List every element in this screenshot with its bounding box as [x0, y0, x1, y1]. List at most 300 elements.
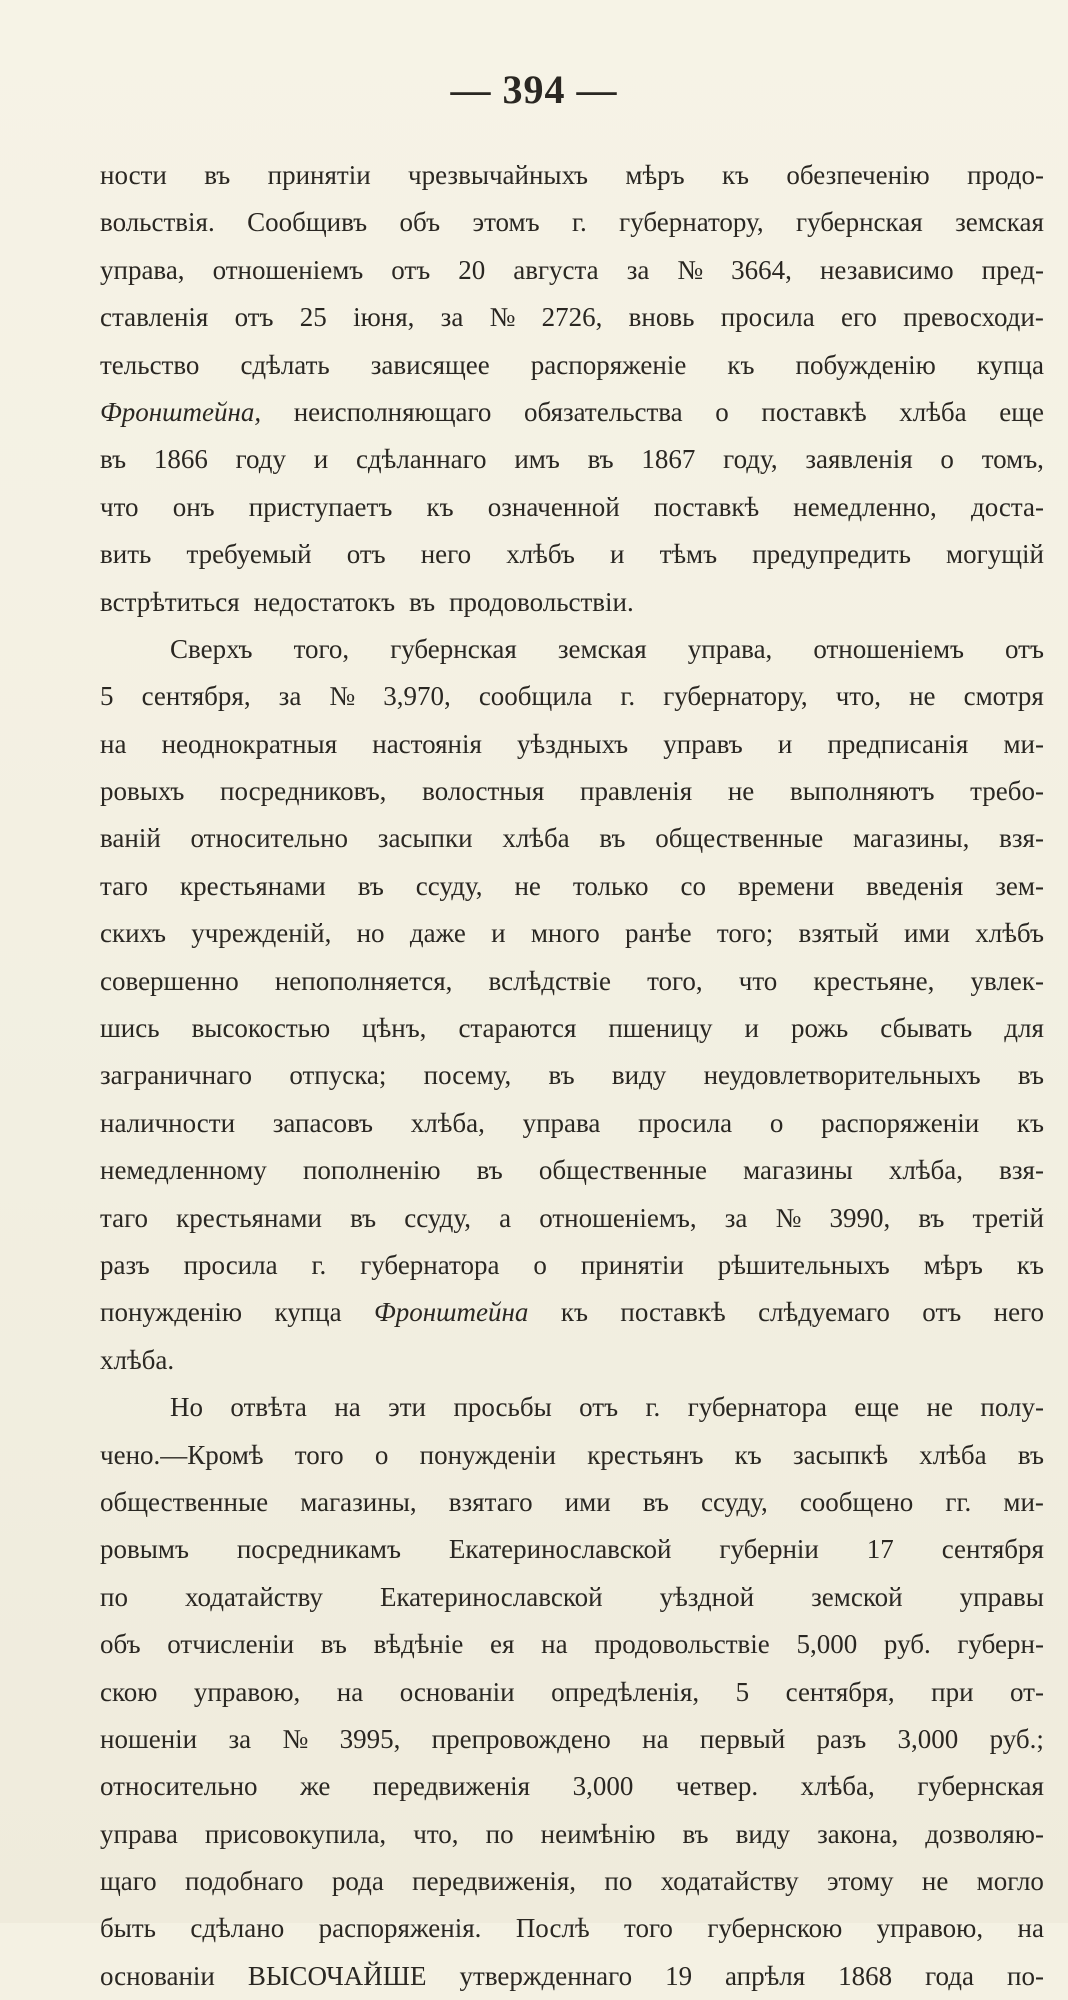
text-line — [100, 1384, 1044, 1431]
text-line — [100, 1526, 1044, 1573]
word: времени — [737, 870, 835, 901]
word: управою, — [193, 1676, 301, 1707]
text-line — [100, 1242, 1044, 1289]
word: 17 — [866, 1534, 894, 1565]
word: смотря — [963, 681, 1044, 712]
word: № — [489, 302, 516, 333]
word: этому — [826, 1866, 894, 1897]
word: рожь — [790, 1013, 849, 1044]
word: при — [931, 1676, 974, 1707]
word: губернская — [390, 633, 517, 664]
word: продо- — [967, 160, 1044, 190]
word: губернскою — [707, 1913, 843, 1944]
word: хлѣбъ — [975, 918, 1044, 949]
word: на — [642, 1723, 669, 1754]
word: управъ — [663, 728, 743, 759]
word: 20 — [458, 254, 486, 285]
word: № — [677, 254, 704, 285]
word: хлѣба — [899, 396, 967, 427]
word: быть — [100, 1913, 156, 1944]
text-line — [100, 294, 1044, 341]
word: что, — [413, 1818, 459, 1849]
word: опредѣленія, — [551, 1676, 700, 1707]
word: ВЫСОЧАЙШЕ — [247, 1960, 427, 1991]
word: неисполняющаго — [293, 396, 492, 427]
word: и — [491, 918, 506, 949]
word: не — [909, 681, 936, 712]
word: сообщено — [799, 1486, 914, 1517]
word: № — [775, 1202, 802, 1233]
word: доста- — [970, 491, 1044, 522]
word: вить — [100, 539, 152, 570]
word: ношеніи — [100, 1723, 198, 1754]
word: году, — [723, 444, 778, 475]
word: Екатеринославской — [379, 1581, 603, 1612]
word: къ — [560, 1297, 588, 1328]
word: гг. — [945, 1486, 972, 1517]
word: понужденіи — [419, 1439, 556, 1470]
word: отъ — [922, 1297, 962, 1328]
word: вслѣдствіе — [488, 965, 611, 996]
word: земской — [811, 1581, 903, 1612]
word: рода — [331, 1866, 384, 1897]
word: встрѣтиться — [100, 586, 240, 617]
word: сдѣлано — [190, 1913, 285, 1944]
word: 1866 — [153, 444, 208, 475]
word: хлѣба — [919, 1439, 987, 1470]
word: ранѣе — [625, 918, 692, 949]
word: обезпеченію — [786, 160, 930, 190]
word: взятаго — [448, 1486, 533, 1517]
text-line — [100, 1479, 1044, 1526]
word: вновь — [628, 302, 695, 333]
word: что — [100, 491, 139, 522]
word: и — [744, 1013, 759, 1044]
word: руб. — [883, 1629, 931, 1660]
word: присовокупила, — [204, 1818, 387, 1849]
text-line — [100, 199, 1044, 246]
word: о — [715, 396, 729, 427]
word: не — [926, 1392, 953, 1423]
text-line — [100, 721, 1044, 768]
word: что, — [835, 681, 881, 712]
word: общественные — [538, 1155, 707, 1186]
word: ми- — [1003, 728, 1044, 759]
word: уѣздной — [659, 1581, 755, 1612]
word: крестьянами — [176, 1202, 322, 1233]
word: много — [530, 918, 600, 949]
word: объ — [100, 1629, 141, 1660]
word: въ — [587, 444, 614, 475]
word: взя- — [999, 823, 1044, 854]
text-line — [100, 1005, 1044, 1052]
word: 5 — [100, 681, 114, 712]
word: и — [313, 444, 329, 475]
word: губернская — [917, 1771, 1044, 1802]
word: въ — [357, 870, 384, 901]
word: не — [727, 776, 755, 807]
word: г. — [645, 1392, 661, 1423]
word: могущій — [946, 539, 1044, 570]
word: тельство — [100, 349, 200, 380]
word: управа — [100, 1818, 178, 1849]
word: немедленно, — [793, 491, 937, 522]
word: передвиженія, — [412, 1866, 577, 1897]
word: взя- — [999, 1155, 1044, 1186]
word: губернатора — [687, 1392, 827, 1423]
word: предписанія — [827, 728, 969, 759]
text-line — [100, 1953, 1044, 2000]
word: но — [356, 918, 385, 949]
word: того, — [293, 633, 350, 664]
word: ими — [904, 918, 950, 949]
text-line — [100, 910, 1044, 957]
word: обязательства — [524, 396, 683, 427]
word: принятіи — [267, 160, 371, 190]
word: еще — [854, 1392, 900, 1423]
word: управы — [959, 1581, 1044, 1612]
word: непополняется, — [274, 965, 453, 996]
word: года — [925, 1960, 975, 1991]
word: распоряженіи — [821, 1107, 980, 1138]
word: ссуду, — [701, 1486, 768, 1517]
word: губернатору, — [619, 207, 764, 238]
word: руб.; — [989, 1723, 1044, 1754]
word: того, — [647, 965, 703, 996]
word: по- — [1007, 1960, 1044, 1991]
word: рѣшительныхъ — [717, 1249, 890, 1280]
text-line — [100, 958, 1044, 1005]
text-line — [100, 389, 1044, 436]
word: него — [993, 1297, 1044, 1328]
word: о — [374, 1439, 389, 1470]
word: отъ — [346, 539, 386, 570]
word: Сверхъ — [170, 633, 253, 664]
word: него — [420, 539, 472, 570]
word: о — [533, 1249, 547, 1280]
word: мѣръ — [625, 160, 685, 190]
word: въ — [918, 1202, 945, 1233]
word: крестьяне, — [813, 965, 935, 996]
word: утвержденнаго — [459, 1960, 633, 1991]
text-line — [100, 673, 1044, 720]
word: требуемый — [186, 539, 312, 570]
word: его — [841, 302, 877, 333]
word: просила — [638, 1107, 733, 1138]
text-line — [100, 1905, 1044, 1952]
word: отъ — [234, 302, 274, 333]
text-line — [100, 1763, 1044, 1810]
word: хлѣба, — [888, 1155, 963, 1186]
word: августа — [513, 254, 599, 285]
word: ровымъ — [100, 1534, 189, 1565]
word: чено.—Кромѣ — [100, 1439, 264, 1470]
word: правленія — [580, 776, 693, 807]
word: сентября, — [141, 681, 251, 712]
word: просила — [183, 1249, 278, 1280]
word: отъ — [1005, 633, 1044, 664]
word: о — [940, 444, 954, 475]
word: неоднократныя — [161, 728, 338, 759]
word: г. — [620, 681, 636, 712]
word: цѣнъ, — [362, 1013, 427, 1044]
text-line — [100, 1052, 1044, 1099]
word: основаніи — [399, 1676, 515, 1707]
word: вѣдѣніе — [373, 1629, 464, 1660]
word: губернатора — [360, 1249, 500, 1280]
word: ровыхъ — [100, 776, 185, 807]
word: шись — [100, 1013, 160, 1044]
word: году — [235, 444, 286, 475]
word: со — [680, 870, 706, 901]
word: щаго — [100, 1866, 157, 1897]
word: въ — [642, 1486, 669, 1517]
word: того — [294, 1439, 344, 1470]
text-line — [100, 1337, 1044, 1384]
word: уѣздныхъ — [517, 728, 629, 759]
word: ми- — [1003, 1486, 1044, 1517]
text-line — [100, 342, 1044, 389]
word: пополненію — [302, 1155, 441, 1186]
word: и — [777, 728, 793, 759]
word: волостныя — [422, 776, 545, 807]
word: за — [626, 254, 650, 285]
word: поставкѣ — [653, 491, 760, 522]
text-line — [100, 152, 1044, 199]
word: хлѣбъ — [506, 539, 575, 570]
word: превосходи- — [903, 302, 1044, 333]
text-line — [100, 247, 1044, 294]
word: посредниковъ, — [220, 776, 387, 807]
word: въ — [548, 1060, 575, 1091]
word: того — [624, 1913, 673, 1944]
word: Екатеринославской — [448, 1534, 672, 1565]
word: въ — [204, 160, 231, 190]
word: относительно — [190, 823, 349, 854]
text-line — [100, 1858, 1044, 1905]
word: неудовлетворительныхъ — [703, 1060, 981, 1091]
word: могло — [976, 1866, 1044, 1897]
word: поставкѣ — [620, 1297, 726, 1328]
word: 3664, — [731, 254, 792, 285]
word: магазины, — [300, 1486, 417, 1517]
word: къ — [727, 349, 755, 380]
word: въ — [350, 1202, 377, 1233]
text-line — [100, 1195, 1044, 1242]
word: по — [100, 1581, 128, 1612]
word: сбывать — [880, 1013, 973, 1044]
word: о — [769, 1107, 784, 1138]
word: еще — [999, 396, 1044, 427]
word: на — [100, 728, 127, 759]
word: 3995, — [339, 1723, 401, 1754]
word: полу- — [980, 1392, 1044, 1423]
word: для — [1004, 1013, 1044, 1044]
word: земская — [557, 633, 647, 664]
word: немедленному — [100, 1155, 267, 1186]
word: виду — [735, 1818, 791, 1849]
word: препровождено — [431, 1723, 611, 1754]
word: 5 — [735, 1676, 750, 1707]
word: губернатору, — [663, 681, 808, 712]
word: принятіи — [580, 1249, 684, 1280]
word: на — [334, 1392, 361, 1423]
word: сентября — [941, 1534, 1044, 1565]
word: эти — [388, 1392, 427, 1423]
text-line — [100, 1811, 1044, 1858]
word: распоряженіе — [530, 349, 687, 380]
word: основаніи — [100, 1960, 215, 1991]
word: въ — [682, 1818, 709, 1849]
word: за — [228, 1723, 252, 1754]
word: относительно — [100, 1771, 258, 1802]
word: пред- — [981, 254, 1044, 285]
word: понужденію — [100, 1297, 243, 1328]
page-number: — 394 — — [450, 67, 618, 112]
word: 3,000 — [897, 1723, 959, 1754]
word: от- — [1010, 1676, 1044, 1707]
word: № — [329, 681, 356, 712]
word: хлѣба, — [800, 1771, 875, 1802]
word: заграничнаго — [100, 1060, 253, 1091]
body-text — [100, 152, 1044, 2000]
word: разъ — [100, 1249, 150, 1280]
word: отношеніемъ — [212, 254, 364, 285]
word: ея — [490, 1629, 515, 1660]
word: 1868 — [838, 1960, 893, 1991]
word: пшеницу — [608, 1013, 713, 1044]
word: мѣръ — [923, 1249, 983, 1280]
word: ставленія — [100, 302, 209, 333]
word: крестьянъ — [587, 1439, 704, 1470]
word: Фронштейна, — [100, 396, 262, 427]
word: распоряженія. — [318, 1913, 482, 1944]
word: магазины, — [853, 823, 970, 854]
word: Но — [170, 1392, 203, 1423]
word: продовольствіе — [594, 1629, 770, 1660]
word: поставкѣ — [761, 396, 867, 427]
text-line — [100, 1716, 1044, 1763]
word: 3,000 — [572, 1771, 634, 1802]
word: отношеніемъ, — [539, 1202, 697, 1233]
text-line — [100, 484, 1044, 531]
word: отпуска; — [289, 1060, 387, 1091]
word: управа, — [687, 633, 773, 664]
word: и — [610, 539, 625, 570]
word: въ — [100, 444, 127, 475]
word: четвер. — [675, 1771, 759, 1802]
word: хлѣба. — [100, 1344, 175, 1375]
word: же — [300, 1771, 331, 1802]
word: земская — [955, 207, 1044, 238]
word: только — [572, 870, 649, 901]
word: засыпкѣ — [793, 1439, 889, 1470]
word: ссуду, — [415, 870, 483, 901]
word: предупредить — [752, 539, 911, 570]
word: просьбы — [453, 1392, 552, 1423]
word: управа — [522, 1107, 601, 1138]
word: въ — [599, 823, 626, 854]
word: того; — [716, 918, 774, 949]
word: 3,970, — [383, 681, 451, 712]
word: побужденію — [795, 349, 936, 380]
word: 1867 — [641, 444, 696, 475]
text-line — [100, 815, 1044, 862]
word: управа, — [100, 254, 185, 285]
word: сентября, — [785, 1676, 895, 1707]
word: совершенно — [100, 965, 239, 996]
word: выполняютъ — [790, 776, 935, 807]
word: скихъ — [100, 918, 166, 949]
word: независимо — [819, 254, 954, 285]
word: запасовъ — [272, 1107, 374, 1138]
word: хлѣба — [502, 823, 570, 854]
text-line — [100, 1574, 1044, 1621]
word: зависящее — [370, 349, 490, 380]
word: настоянія — [372, 728, 482, 759]
word: іюня, — [353, 302, 415, 333]
word: даже — [409, 918, 466, 949]
text-line — [100, 1621, 1044, 1668]
word: ходатайству — [660, 1866, 799, 1897]
word: за — [724, 1202, 748, 1233]
word: губерніи — [719, 1534, 819, 1565]
word: имъ — [514, 444, 560, 475]
word: купца — [976, 349, 1044, 380]
word: закона, — [817, 1818, 899, 1849]
text-line — [100, 1432, 1044, 1479]
word: онъ — [172, 491, 215, 522]
word: хлѣба, — [410, 1107, 485, 1138]
word: ссуду, — [404, 1202, 471, 1233]
word: г. — [311, 1249, 327, 1280]
word: передвиженія — [372, 1771, 531, 1802]
word: за — [278, 681, 302, 712]
word: отношеніемъ — [813, 633, 964, 664]
text-line — [100, 1147, 1044, 1194]
word: учрежденій, — [191, 918, 332, 949]
word: дозволяю- — [925, 1818, 1044, 1849]
text-line — [100, 436, 1044, 483]
word: просила — [720, 302, 815, 333]
word: подобнаго — [185, 1866, 304, 1897]
word: недостатокъ — [253, 586, 396, 617]
word: наличности — [100, 1107, 236, 1138]
word: не — [921, 1866, 949, 1897]
word: за — [440, 302, 464, 333]
word: высокостью — [191, 1013, 331, 1044]
word: введенія — [866, 870, 964, 901]
word: разъ — [816, 1723, 867, 1754]
word: отчисленіи — [167, 1629, 295, 1660]
text-line — [100, 768, 1044, 815]
text-line — [100, 531, 1044, 578]
word: Фронштейна — [374, 1297, 529, 1328]
word: слѣдуемаго — [758, 1297, 890, 1328]
word: общественные — [100, 1486, 269, 1517]
word: купца — [274, 1297, 342, 1328]
text-line — [100, 863, 1044, 910]
word: увлек- — [970, 965, 1044, 996]
word: стараются — [458, 1013, 577, 1044]
word: 2726, — [541, 302, 603, 333]
word: требо- — [970, 776, 1044, 807]
word: на — [336, 1676, 364, 1707]
word: управою, — [876, 1913, 984, 1944]
word: чрезвычайныхъ — [408, 160, 588, 190]
word: вольствія. — [100, 207, 215, 238]
word: 3990, — [829, 1202, 891, 1233]
